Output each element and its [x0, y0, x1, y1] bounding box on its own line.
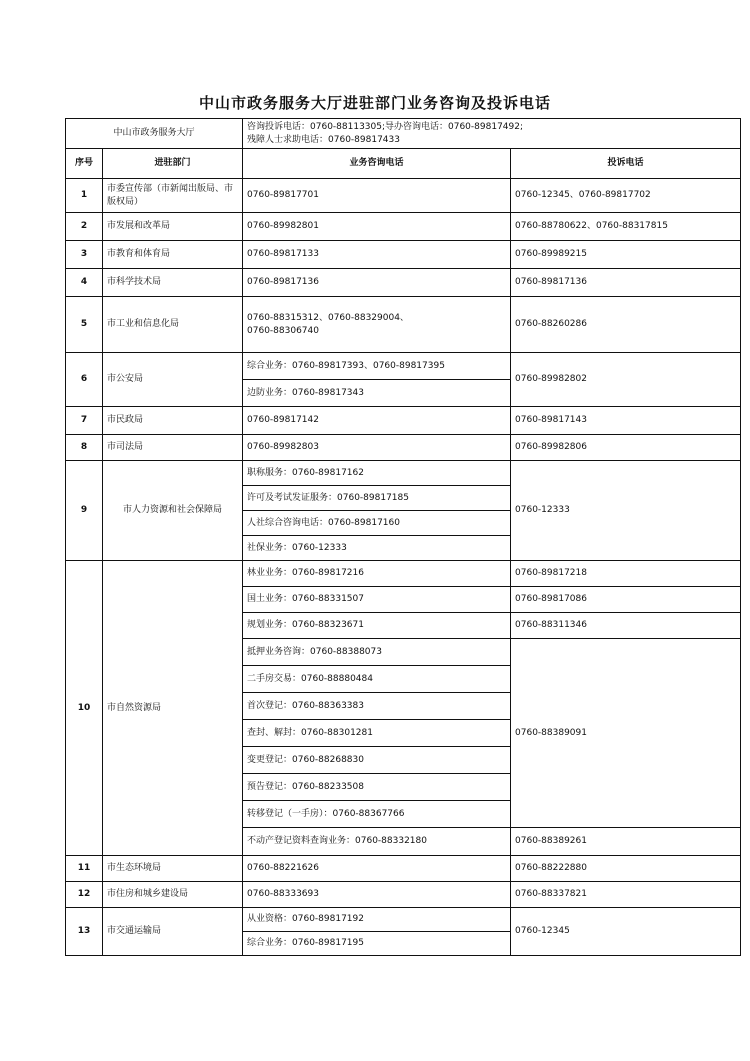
row-dept: 市民政局 — [103, 407, 243, 435]
header-consult: 业务咨询电话 — [243, 149, 511, 179]
row-consult: 综合业务：0760-89817195 — [243, 932, 511, 956]
row-dept: 市科学技术局 — [103, 269, 243, 297]
row-consult: 0760-89817142 — [243, 407, 511, 435]
row-dept: 市自然资源局 — [103, 561, 243, 856]
table-row — [66, 241, 741, 269]
row-complaint: 0760-89982806 — [511, 435, 741, 461]
row-consult: 抵押业务咨询：0760-88388073 — [243, 639, 511, 666]
row-consult: 国土业务：0760-88331507 — [243, 587, 511, 613]
row-complaint: 0760-88389091 — [511, 639, 741, 828]
table-header — [66, 149, 741, 179]
hall-phones-line1: 咨询投诉电话：0760-88113305;导办咨询电话：0760-89817492; — [247, 121, 524, 132]
table-row — [66, 179, 741, 213]
row-complaint: 0760-88311346 — [511, 613, 741, 639]
row-dept: 市委宣传部（市新闻出版局、市版权局） — [103, 179, 243, 213]
row-complaint: 0760-88222880 — [511, 856, 741, 882]
row-consult — [243, 297, 511, 353]
row-consult: 边防业务：0760-89817343 — [243, 380, 511, 407]
row-dept: 市教育和体育局 — [103, 241, 243, 269]
hall-phones-line2: 残障人士求助电话：0760-89817433 — [247, 134, 400, 145]
row-complaint: 0760-88337821 — [511, 882, 741, 908]
row-consult-line2: 0760-88306740 — [247, 325, 319, 336]
row-complaint: 0760-89982802 — [511, 353, 741, 407]
row-no: 10 — [66, 561, 103, 856]
row-complaint: 0760-89989215 — [511, 241, 741, 269]
row-consult: 首次登记：0760-88363383 — [243, 693, 511, 720]
row-no: 1 — [66, 179, 103, 213]
table-row — [66, 561, 741, 587]
hall-name: 中山市政务服务大厅 — [66, 119, 243, 149]
row-dept: 市交通运输局 — [103, 908, 243, 956]
row-no: 2 — [66, 213, 103, 241]
table-row — [66, 297, 741, 353]
row-dept: 市发展和改革局 — [103, 213, 243, 241]
row-consult: 二手房交易：0760-88880484 — [243, 666, 511, 693]
header-complaint: 投诉电话 — [511, 149, 741, 179]
header-dept: 进驻部门 — [103, 149, 243, 179]
row-consult: 综合业务：0760-89817393、0760-89817395 — [243, 353, 511, 380]
row-consult: 预告登记：0760-88233508 — [243, 774, 511, 801]
table-row — [66, 435, 741, 461]
row-no: 4 — [66, 269, 103, 297]
row-no: 6 — [66, 353, 103, 407]
row-consult: 从业资格：0760-89817192 — [243, 908, 511, 932]
row-no: 11 — [66, 856, 103, 882]
row-no: 3 — [66, 241, 103, 269]
row-consult: 转移登记（一手房）：0760-88367766 — [243, 801, 511, 828]
hall-phones — [243, 119, 741, 149]
row-consult: 规划业务：0760-88323671 — [243, 613, 511, 639]
row-consult: 0760-88333693 — [243, 882, 511, 908]
row-consult: 职称服务：0760-89817162 — [243, 461, 511, 486]
row-complaint: 0760-89817086 — [511, 587, 741, 613]
row-consult: 0760-89982801 — [243, 213, 511, 241]
row-dept: 市人力资源和社会保障局 — [103, 461, 243, 561]
row-dept: 市生态环境局 — [103, 856, 243, 882]
table-row — [66, 353, 741, 380]
row-complaint: 0760-12345、0760-89817702 — [511, 179, 741, 213]
row-consult: 0760-88221626 — [243, 856, 511, 882]
row-no: 12 — [66, 882, 103, 908]
table-row — [66, 882, 741, 908]
row-consult: 查封、解封：0760-88301281 — [243, 720, 511, 747]
row-consult: 不动产登记资料查询业务：0760-88332180 — [243, 828, 511, 856]
row-consult: 0760-89817701 — [243, 179, 511, 213]
table-row — [66, 908, 741, 932]
row-consult: 0760-89982803 — [243, 435, 511, 461]
row-complaint: 0760-89817218 — [511, 561, 741, 587]
row-complaint: 0760-12345 — [511, 908, 741, 956]
table-row — [66, 461, 741, 486]
row-consult: 0760-89817136 — [243, 269, 511, 297]
row-dept: 市住房和城乡建设局 — [103, 882, 243, 908]
row-no: 9 — [66, 461, 103, 561]
row-complaint: 0760-89817136 — [511, 269, 741, 297]
hall-row — [66, 119, 741, 149]
row-complaint: 0760-88780622、0760-88317815 — [511, 213, 741, 241]
row-consult: 社保业务：0760-12333 — [243, 536, 511, 561]
row-no: 7 — [66, 407, 103, 435]
row-consult: 林业业务：0760-89817216 — [243, 561, 511, 587]
row-dept: 市司法局 — [103, 435, 243, 461]
row-dept: 市工业和信息化局 — [103, 297, 243, 353]
table-row — [66, 213, 741, 241]
row-consult: 0760-89817133 — [243, 241, 511, 269]
page-title: 中山市政务服务大厅进驻部门业务咨询及投诉电话 — [198, 94, 551, 112]
row-complaint: 0760-89817143 — [511, 407, 741, 435]
table-row — [66, 269, 741, 297]
table-row — [66, 856, 741, 882]
row-dept: 市公安局 — [103, 353, 243, 407]
row-complaint: 0760-12333 — [511, 461, 741, 561]
row-no: 5 — [66, 297, 103, 353]
row-complaint: 0760-88260286 — [511, 297, 741, 353]
header-no: 序号 — [66, 149, 103, 179]
row-consult: 变更登记：0760-88268830 — [243, 747, 511, 774]
row-no: 8 — [66, 435, 103, 461]
contact-table — [65, 118, 741, 956]
row-consult: 许可及考试发证服务：0760-89817185 — [243, 486, 511, 511]
table-row — [66, 407, 741, 435]
row-consult-line1: 0760-88315312、0760-88329004、 — [247, 312, 409, 323]
row-consult: 人社综合咨询电话：0760-89817160 — [243, 511, 511, 536]
row-complaint: 0760-88389261 — [511, 828, 741, 856]
row-no: 13 — [66, 908, 103, 956]
